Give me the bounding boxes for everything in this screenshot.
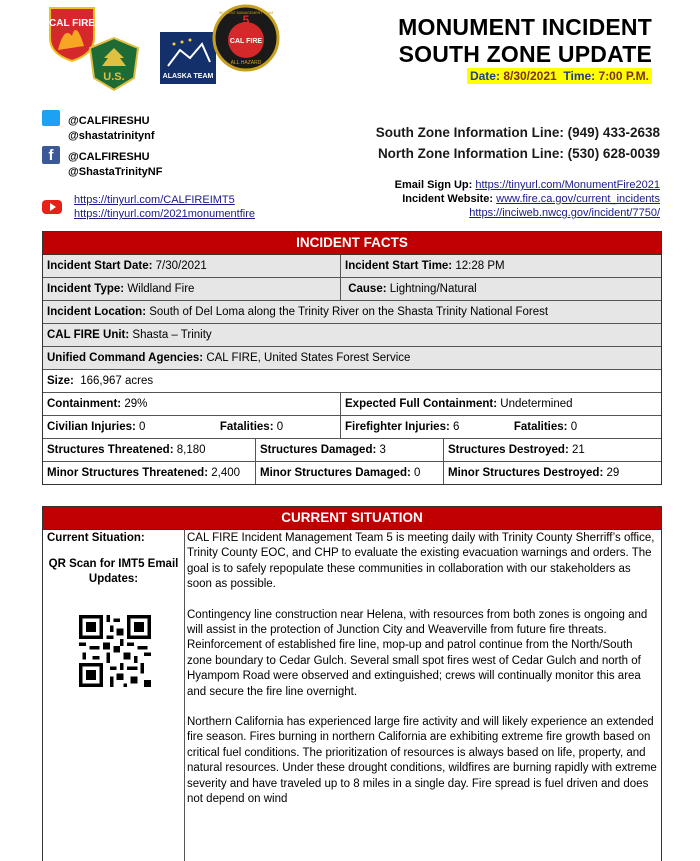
calfire-unit-cell: CAL FIRE Unit: Shasta – Trinity — [43, 324, 659, 346]
table-row — [43, 416, 661, 439]
imt5-bottom: ALL HAZARD — [230, 60, 262, 66]
email-signup-link[interactable]: https://tinyurl.com/MonumentFire2021 — [475, 179, 660, 191]
facebook-handles — [68, 150, 162, 180]
current-situation-label: Current Situation: — [47, 532, 145, 544]
north-zone-info-line: North Zone Information Line: (530) 628-0039 — [377, 146, 660, 161]
qr-scan-label: QR Scan for IMT5 Email Updates: — [48, 558, 179, 585]
agencies-cell: Unified Command Agencies: CAL FIRE, United States Forest Service — [43, 347, 659, 369]
table-row — [43, 301, 661, 324]
cause-cell: Cause: Lightning/Natural — [341, 278, 659, 300]
youtube-link-2[interactable]: https://tinyurl.com/2021monumentfire — [74, 208, 255, 220]
usfs-logo — [86, 36, 142, 92]
qr-code-icon[interactable] — [79, 615, 151, 687]
situation-left-column — [43, 529, 185, 861]
expected-containment-cell: Expected Full Containment: Undetermined — [341, 393, 659, 415]
imt5-ring: INCIDENT MANAGEMENT TEAM — [218, 11, 274, 15]
twitter-handle-1[interactable]: @CALFIRESHU — [68, 115, 150, 127]
alaska-team-logo — [160, 32, 216, 84]
date-value: 8/30/2021 — [503, 69, 557, 83]
south-zone-info-line: South Zone Information Line: (949) 433-2638 — [375, 125, 660, 140]
inciweb-link[interactable]: https://inciweb.nwcg.gov/incident/7750/ — [469, 207, 660, 219]
incident-facts-table — [42, 231, 662, 485]
incident-website-link[interactable]: www.fire.ca.gov/current_incidents — [496, 193, 660, 205]
structures-threatened-cell: Structures Threatened: 8,180 — [43, 439, 256, 461]
structures-destroyed-cell: Structures Destroyed: 21 — [444, 439, 659, 461]
table-row — [43, 439, 661, 462]
table-row — [43, 462, 661, 484]
youtube-link-1[interactable]: https://tinyurl.com/CALFIREIMT5 — [74, 194, 235, 206]
minor-destroyed-cell: Minor Structures Destroyed: 29 — [444, 462, 659, 484]
current-situation-table — [42, 506, 662, 861]
title-line1: MONUMENT INCIDENT — [398, 14, 652, 40]
containment-cell: Containment: 29% — [43, 393, 341, 415]
size-cell: Size: 166,967 acres — [43, 370, 659, 392]
imt5-sub: CAL FIRE — [229, 38, 263, 45]
incident-website-label: Incident Website: — [402, 193, 494, 205]
table-row — [43, 370, 661, 393]
facebook-icon[interactable]: f — [42, 146, 60, 164]
time-value: 7:00 P.M. — [598, 69, 649, 83]
table-row — [43, 278, 661, 301]
start-date-cell: Incident Start Date: 7/30/2021 — [43, 255, 341, 277]
alaska-logo-text: ALASKA TEAM — [162, 73, 214, 80]
situation-paragraph-3: Northern California has experienced large fire activity and will likely experience an extended fire season. Fires burning in northern California are exhibiting extreme fire growth based on critical fuel conditions. The prioritization of resources is always based on life, property, and natural resources. Under these drought conditions, wildfires are burning rapidly with extreme severity and have traveled up to 8 miles in a single day. Fire spread is fuel driven and does not depend on wind — [187, 716, 657, 806]
situation-paragraph-1: CAL FIRE Incident Management Team 5 is meeting daily with Trinity County Sherriff’s office, Trinity County EOC, and CHP to evaluate the existing evacuation warnings and orders. The goal is to safely repopulate these communities in collaboration with our stakeholders as soon as possible. — [187, 532, 655, 591]
structures-damaged-cell: Structures Damaged: 3 — [256, 439, 444, 461]
usfs-logo-text: U.S. — [103, 71, 125, 83]
imt5-number: 5 — [242, 13, 250, 27]
table-row — [43, 324, 661, 347]
twitter-handle-2[interactable]: @shastatrinitynf — [68, 130, 155, 142]
incident-facts-header: INCIDENT FACTS — [43, 232, 661, 255]
location-cell: Incident Location: South of Del Loma along the Trinity River on the Shasta Trinity National Forest — [43, 301, 659, 323]
situation-text — [185, 529, 657, 823]
email-signup-label: Email Sign Up: — [394, 179, 473, 191]
twitter-icon[interactable] — [42, 110, 60, 126]
minor-threatened-cell: Minor Structures Threatened: 2,400 — [43, 462, 256, 484]
table-row — [43, 255, 661, 278]
firefighter-injuries-cell: Firefighter Injuries: 6 Fatalities: 0 — [341, 416, 659, 438]
info-lines — [376, 122, 660, 164]
time-label: Time: — [563, 69, 596, 83]
title-line2: SOUTH ZONE UPDATE — [398, 41, 652, 67]
current-situation-header: CURRENT SITUATION — [43, 507, 661, 530]
table-row — [43, 393, 661, 416]
minor-damaged-cell: Minor Structures Damaged: 0 — [256, 462, 444, 484]
calfire-logo-text: CAL FIRE — [49, 18, 95, 29]
facebook-handle-2[interactable]: @ShastaTrinityNF — [68, 166, 163, 178]
table-row — [43, 347, 661, 370]
situation-paragraph-2: Contingency line construction near Helena, with resources from both zones is ongoing and will assist in the protection of Junction City and Weaverville from future fire threats. Reinforcement of established fire line, mop-up and patrol continue from the North/South zone boundary to Cedar Gulch. Several small spot fires west of Cedar Gulch and north of Hyampom Road were observed and extinguished; crews will continually monitor this area and secure the fire line overnight. — [187, 608, 648, 698]
facebook-handle-1[interactable]: @CALFIRESHU — [68, 151, 150, 163]
youtube-icon[interactable] — [42, 200, 62, 214]
date-label: Date: — [469, 69, 500, 83]
twitter-handles — [68, 114, 155, 144]
date-time-banner — [467, 68, 652, 84]
start-time-cell: Incident Start Time: 12:28 PM — [341, 255, 659, 277]
imt5-logo — [212, 4, 280, 72]
page-title — [398, 14, 652, 68]
youtube-links — [74, 193, 255, 221]
incident-links — [395, 178, 660, 220]
incident-type-cell: Incident Type: Wildland Fire — [43, 278, 341, 300]
civilian-injuries-cell: Civilian Injuries: 0 Fatalities: 0 — [43, 416, 341, 438]
